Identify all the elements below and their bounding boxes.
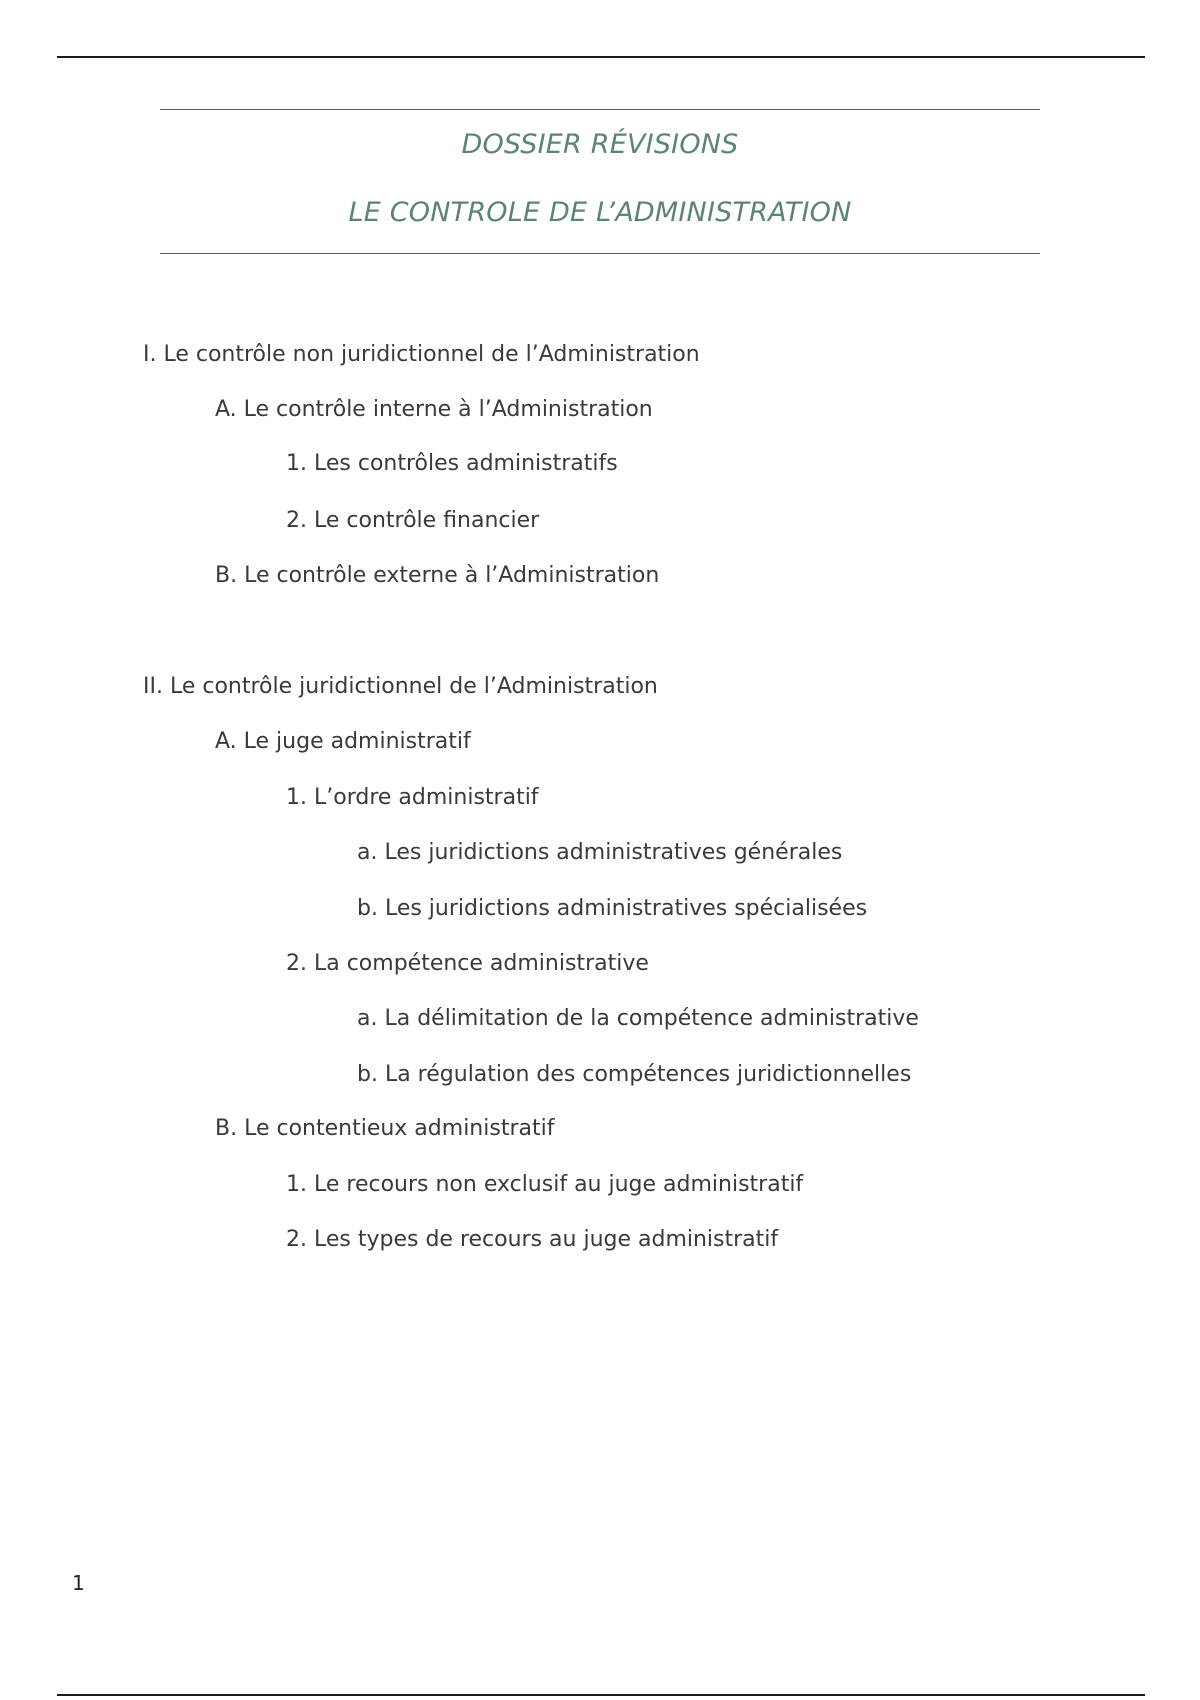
outline-subsection-1a: A. Le contrôle interne à l’Administration <box>215 397 653 422</box>
outline-item-2b2: 2. Les types de recours au juge administratif <box>286 1227 779 1252</box>
outline-subsection-2a: A. Le juge administratif <box>215 729 471 754</box>
document-subtitle: LE CONTROLE DE L’ADMINISTRATION <box>348 197 852 228</box>
outline-item-2a1b: b. Les juridictions administratives spécialisées <box>357 896 868 921</box>
outline-item-1a1: 1. Les contrôles administratifs <box>286 451 618 476</box>
outline-subsection-1b: B. Le contrôle externe à l’Administration <box>215 563 660 588</box>
outline-item-2a1: 1. L’ordre administratif <box>286 785 539 810</box>
page-top-rule <box>57 56 1145 58</box>
outline-section-2: II. Le contrôle juridictionnel de l’Administration <box>143 674 658 699</box>
outline-item-2b1: 1. Le recours non exclusif au juge administratif <box>286 1172 804 1197</box>
page-number: 1 <box>72 1571 85 1595</box>
outline-item-1a2: 2. Le contrôle financier <box>286 508 540 533</box>
outline-subsection-2b: B. Le contentieux administratif <box>215 1116 555 1141</box>
title-block <box>160 109 1040 254</box>
outline-item-2a2b: b. La régulation des compétences juridictionnelles <box>357 1062 912 1087</box>
outline-section-1: I. Le contrôle non juridictionnel de l’Administration <box>143 342 700 367</box>
document-title: DOSSIER RÉVISIONS <box>461 129 739 160</box>
outline-item-2a2a: a. La délimitation de la compétence administrative <box>357 1006 919 1031</box>
page-bottom-rule <box>57 1694 1145 1696</box>
outline-item-2a1a: a. Les juridictions administratives générales <box>357 840 843 865</box>
outline-item-2a2: 2. La compétence administrative <box>286 951 649 976</box>
